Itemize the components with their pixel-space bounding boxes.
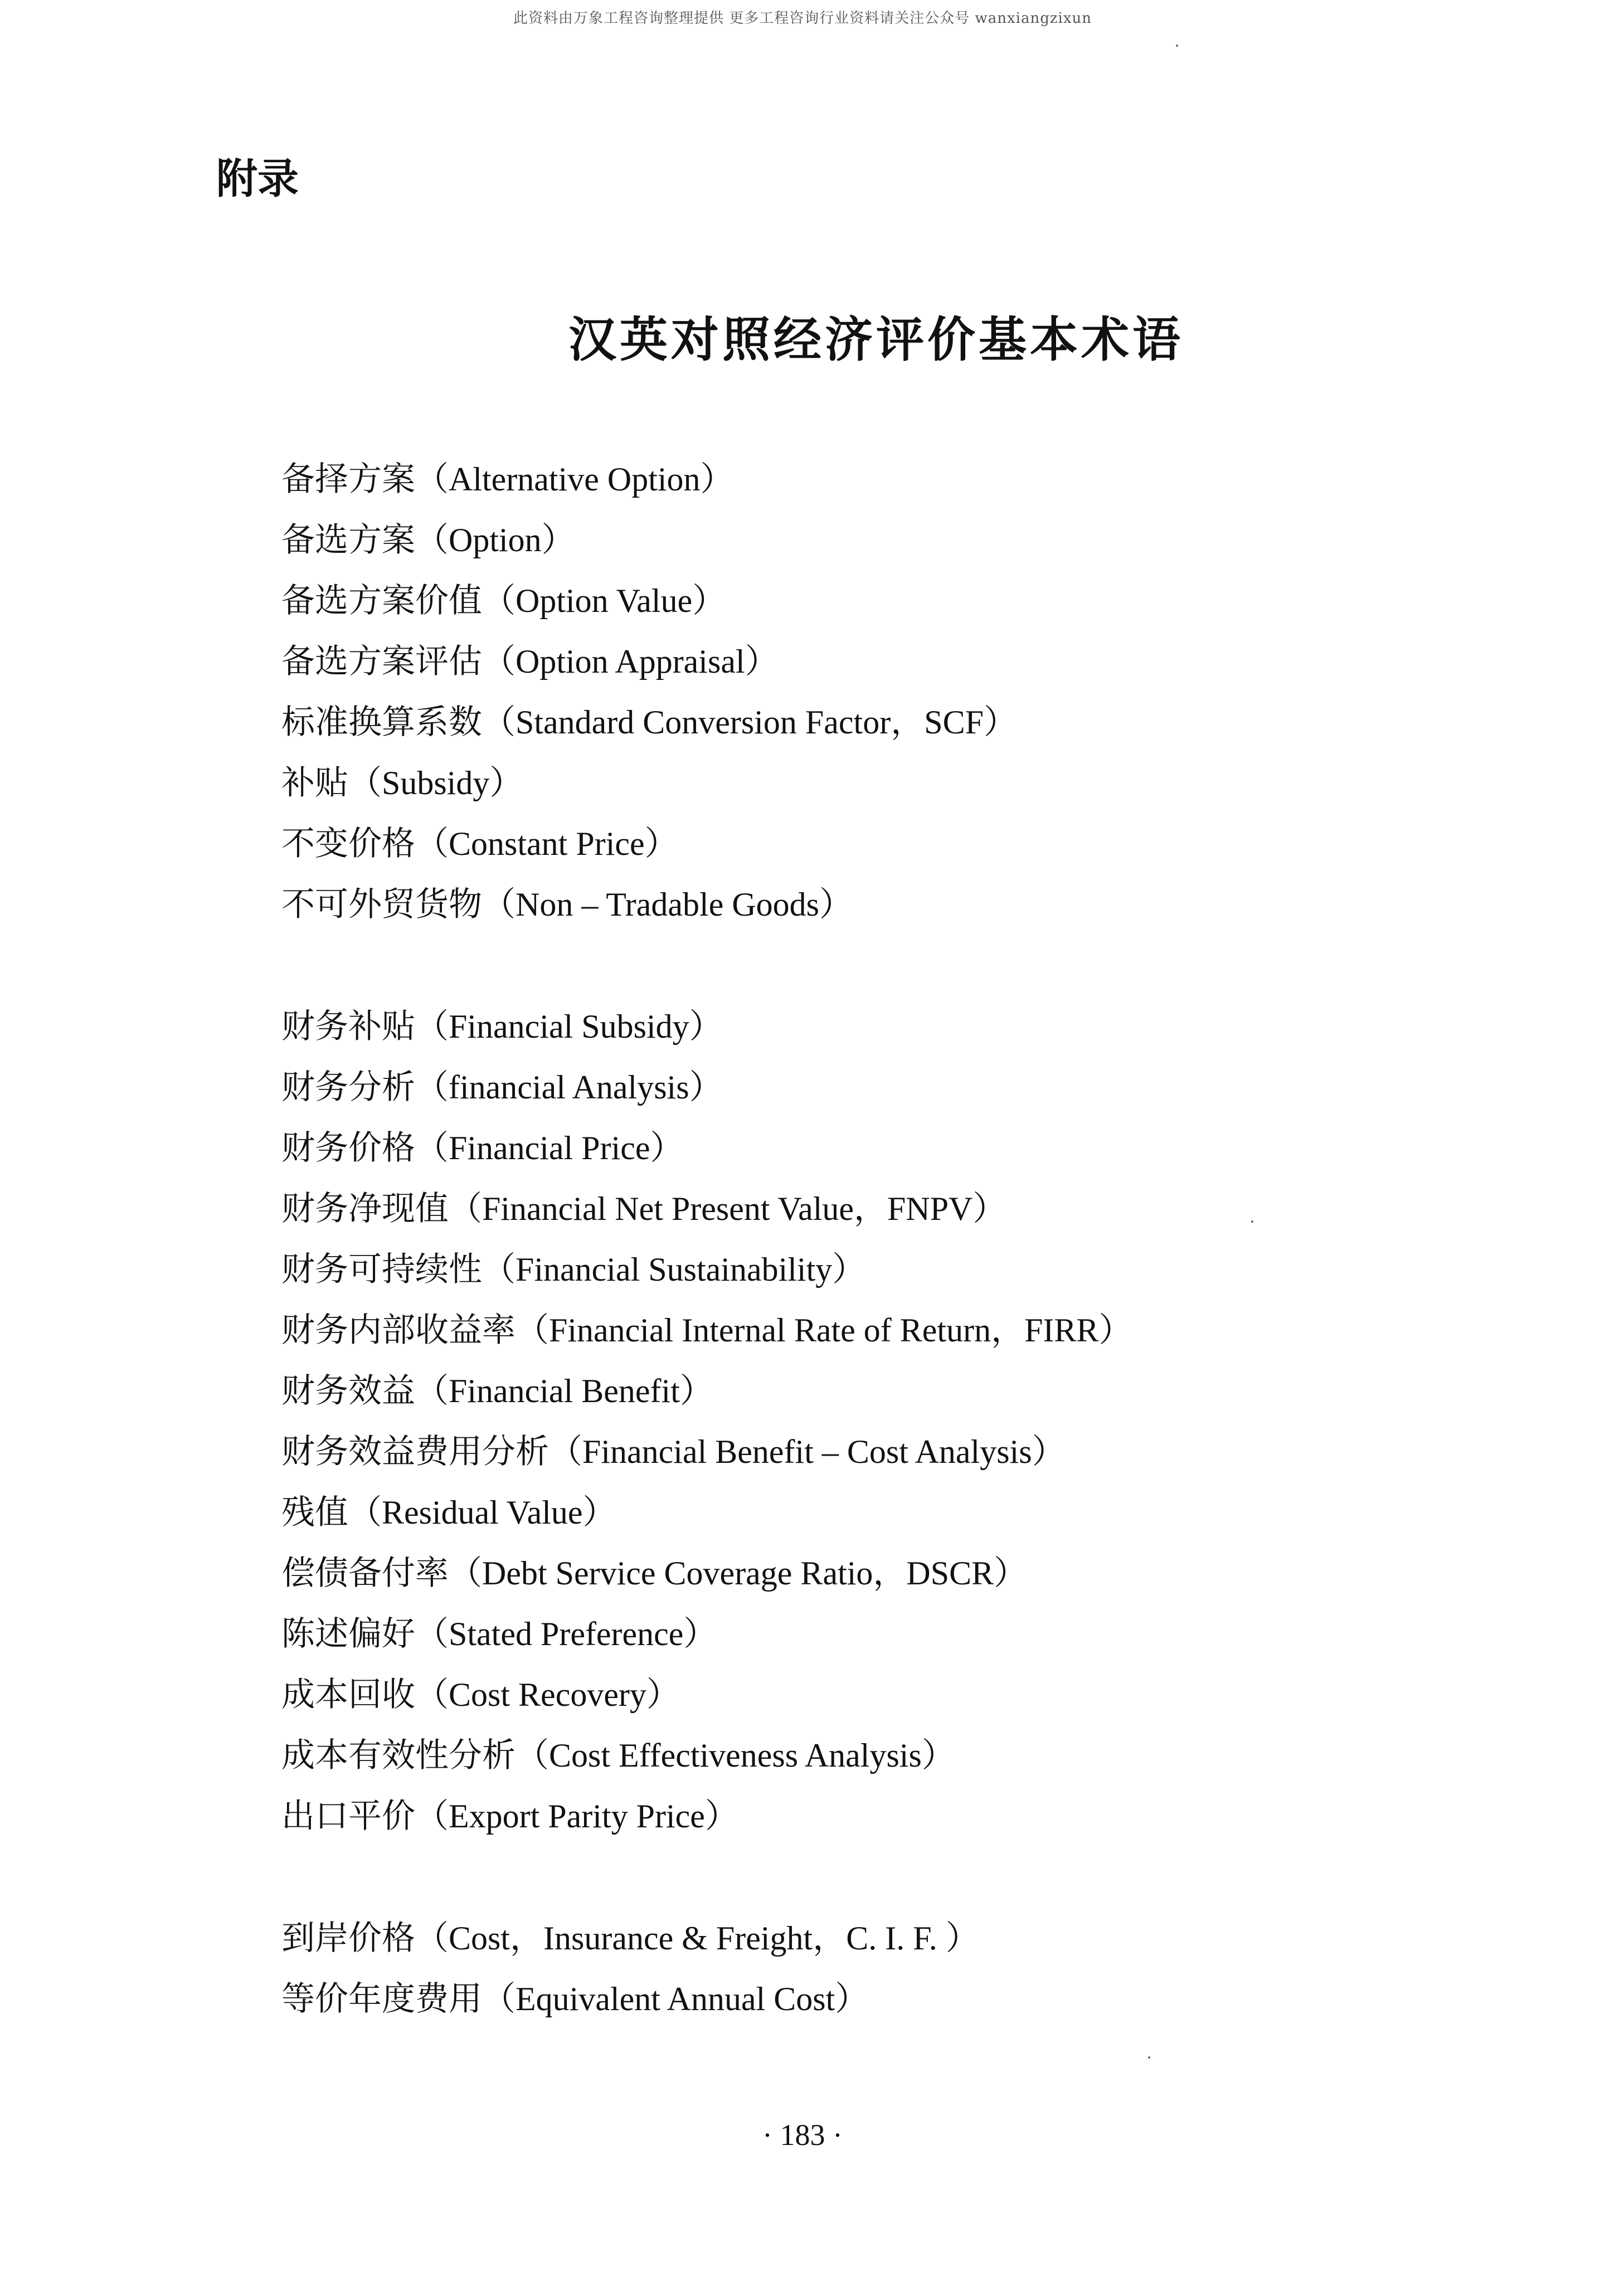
term-english: （Residual Value） <box>348 1494 616 1531</box>
term-chinese: 备选方案 <box>281 521 415 560</box>
term-english: （Option） <box>415 522 575 558</box>
header-note: 此资料由万象工程咨询整理提供 更多工程咨询行业资料请关注公众号 wanxiangzixun <box>513 10 1092 27</box>
term-entry <box>281 1672 680 1717</box>
scan-speck <box>1148 2056 1150 2059</box>
term-chinese: 陈述偏好 <box>281 1614 415 1653</box>
term-chinese: 财务效益 <box>281 1371 415 1410</box>
term-english: （Financial Price） <box>415 1130 684 1166</box>
term-english: （Financial Sustainability） <box>482 1251 866 1288</box>
term-english: （Financial Benefit – Cost Analysis） <box>549 1433 1066 1470</box>
term-entry <box>281 578 726 623</box>
term-english: （Cost，Insurance & Freight，C. I. F. ） <box>415 1920 979 1957</box>
scan-speck <box>1251 1220 1253 1223</box>
term-chinese: 成本回收 <box>281 1675 415 1714</box>
term-entry <box>281 457 734 502</box>
term-english: （Financial Subsidy） <box>415 1008 723 1045</box>
term-chinese: 备择方案 <box>281 460 415 499</box>
term-entry <box>281 1794 738 1838</box>
term-chinese: 成本有效性分析 <box>281 1736 515 1775</box>
term-entry <box>281 1490 616 1535</box>
term-entry <box>281 1004 723 1049</box>
term-chinese: 标准换算系数 <box>281 703 482 742</box>
term-english: （Constant Price） <box>415 825 678 862</box>
term-entry <box>281 1551 1027 1595</box>
term-chinese: 财务补贴 <box>281 1007 415 1046</box>
term-english: （Stated Preference） <box>415 1616 717 1652</box>
scan-speck <box>1176 45 1178 47</box>
term-english: （Standard Conversion Factor，SCF） <box>482 704 1017 741</box>
term-chinese: 财务价格 <box>281 1128 415 1168</box>
term-chinese: 财务内部收益率 <box>281 1311 515 1350</box>
term-entry <box>281 518 575 562</box>
term-chinese: 出口平价 <box>281 1797 415 1836</box>
term-entry <box>281 1065 723 1110</box>
term-chinese: 不变价格 <box>281 824 415 863</box>
term-entry <box>281 882 853 927</box>
term-entry <box>281 1916 979 1961</box>
term-entry <box>281 1247 865 1292</box>
term-chinese: 偿债备付率 <box>281 1554 449 1593</box>
term-chinese: 财务净现值 <box>281 1189 449 1228</box>
term-chinese: 等价年度费用 <box>281 1979 482 2018</box>
term-entry <box>281 1429 1066 1474</box>
term-english: （Export Parity Price） <box>415 1798 738 1835</box>
term-entry <box>281 700 1017 745</box>
term-chinese: 备选方案价值 <box>281 581 482 620</box>
term-entry <box>281 821 678 866</box>
term-english: （Option Appraisal） <box>482 643 779 680</box>
term-english: （Financial Benefit） <box>415 1373 713 1409</box>
term-english: （Subsidy） <box>348 765 523 801</box>
term-english: （financial Analysis） <box>415 1069 723 1106</box>
term-entry <box>281 761 523 805</box>
term-entry <box>281 1308 1132 1353</box>
term-entry <box>281 1126 684 1170</box>
term-entry <box>281 1612 717 1656</box>
page-title: 汉英对照经济评价基本术语 <box>568 312 1184 368</box>
term-chinese: 残值 <box>281 1493 348 1532</box>
term-chinese: 备选方案评估 <box>281 642 482 681</box>
term-chinese: 补贴 <box>281 763 348 802</box>
term-entry <box>281 1977 868 2021</box>
term-english: （Cost Effectiveness Analysis） <box>515 1737 955 1774</box>
term-entry <box>281 639 779 684</box>
term-chinese: 财务效益费用分析 <box>281 1432 549 1471</box>
term-chinese: 财务分析 <box>281 1068 415 1107</box>
term-english: （Debt Service Coverage Ratio，DSCR） <box>449 1555 1028 1592</box>
appendix-label: 附录 <box>216 155 299 203</box>
term-entry <box>281 1733 955 1778</box>
term-english: （Option Value） <box>482 582 726 619</box>
term-english: （Financial Internal Rate of Return，FIRR） <box>515 1312 1132 1349</box>
term-chinese: 到岸价格 <box>281 1919 415 1958</box>
page-number: · 183 · <box>762 2118 843 2152</box>
term-entry <box>281 1369 713 1413</box>
term-english: （Financial Net Present Value，FNPV） <box>449 1190 1006 1227</box>
term-entry <box>281 1186 1006 1231</box>
term-chinese: 财务可持续性 <box>281 1250 482 1289</box>
term-english: （Alternative Option） <box>415 461 734 498</box>
term-english: （Equivalent Annual Cost） <box>482 1981 869 2017</box>
term-english: （Non – Tradable Goods） <box>482 886 853 923</box>
term-english: （Cost Recovery） <box>415 1676 680 1713</box>
term-chinese: 不可外贸货物 <box>281 885 482 924</box>
